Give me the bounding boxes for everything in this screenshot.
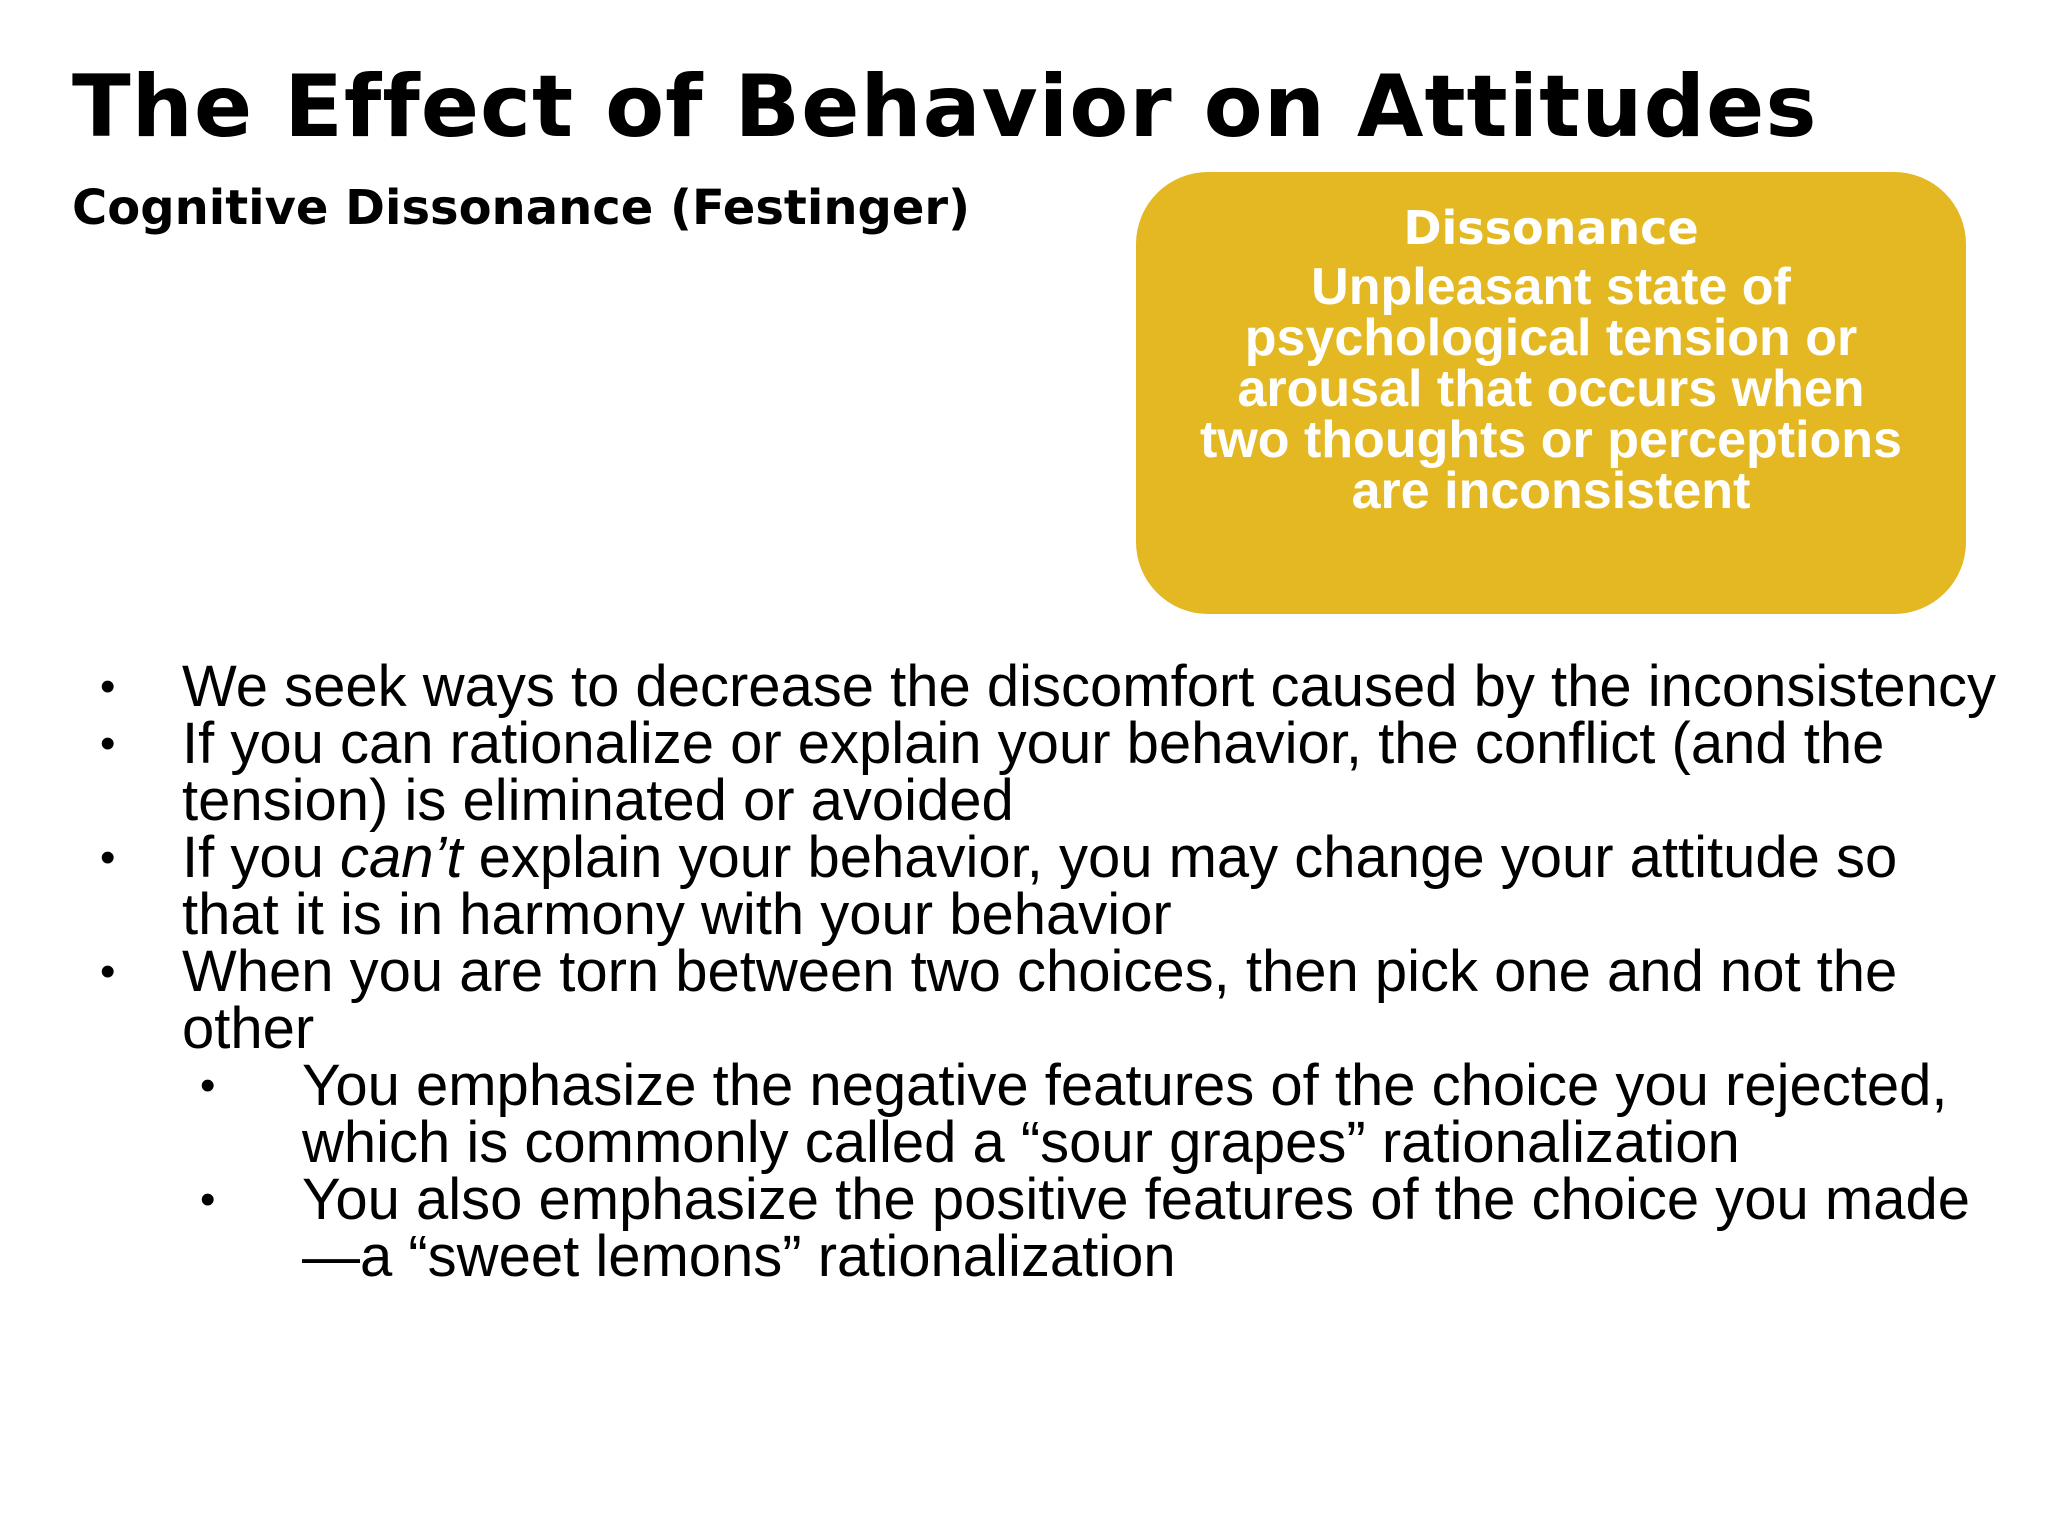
sub-bullet-marker: • <box>200 1175 216 1224</box>
bullet-text: When you are torn between two choices, then pick one and not the other <box>182 939 1898 1061</box>
bullet-list <box>100 654 2000 1289</box>
sub-bullet-list <box>100 1053 2000 1289</box>
definition-text: Unpleasant state of psychological tension or arousal that occurs when two thoughts or perceptions are inconsistent <box>1200 258 1902 520</box>
sub-bullet-text: You also emphasize the positive features of the choice you made—a “sweet lemons” rationalization <box>302 1167 1971 1289</box>
slide-subtitle: Cognitive Dissonance (Festinger) <box>72 180 971 236</box>
bullet-marker: • <box>100 833 116 882</box>
bullet-item <box>100 711 2000 833</box>
bullet-text-pre: If you <box>182 825 340 890</box>
bullet-marker: • <box>100 662 116 711</box>
sub-bullet-item <box>200 1167 2000 1289</box>
sub-bullet-item <box>200 1053 2000 1175</box>
bullet-item <box>100 939 2000 1061</box>
bullet-marker: • <box>100 719 116 768</box>
bullet-text: We seek ways to decrease the discomfort caused by the inconsistency <box>182 654 1996 719</box>
sub-bullet-group <box>100 1053 2000 1289</box>
bullet-text-post: explain your behavior, you may change your attitude so that it is in harmony with your behavior <box>182 825 1898 947</box>
definition-term: Dissonance <box>1403 201 1699 255</box>
bullet-marker: • <box>100 947 116 996</box>
sub-bullet-text: You emphasize the negative features of the choice you rejected, which is commonly called a “sour grapes” rationalization <box>302 1053 1948 1175</box>
definition-box <box>1136 172 1966 614</box>
slide-title: The Effect of Behavior on Attitudes <box>72 57 1818 157</box>
bullet-emphasis: can’t <box>339 825 463 890</box>
sub-bullet-marker: • <box>200 1061 216 1110</box>
bullet-item <box>100 654 2000 719</box>
bullet-text: If you can rationalize or explain your behavior, the conflict (and the tension) is eliminated or avoided <box>182 711 1885 833</box>
bullet-item <box>100 825 2000 947</box>
